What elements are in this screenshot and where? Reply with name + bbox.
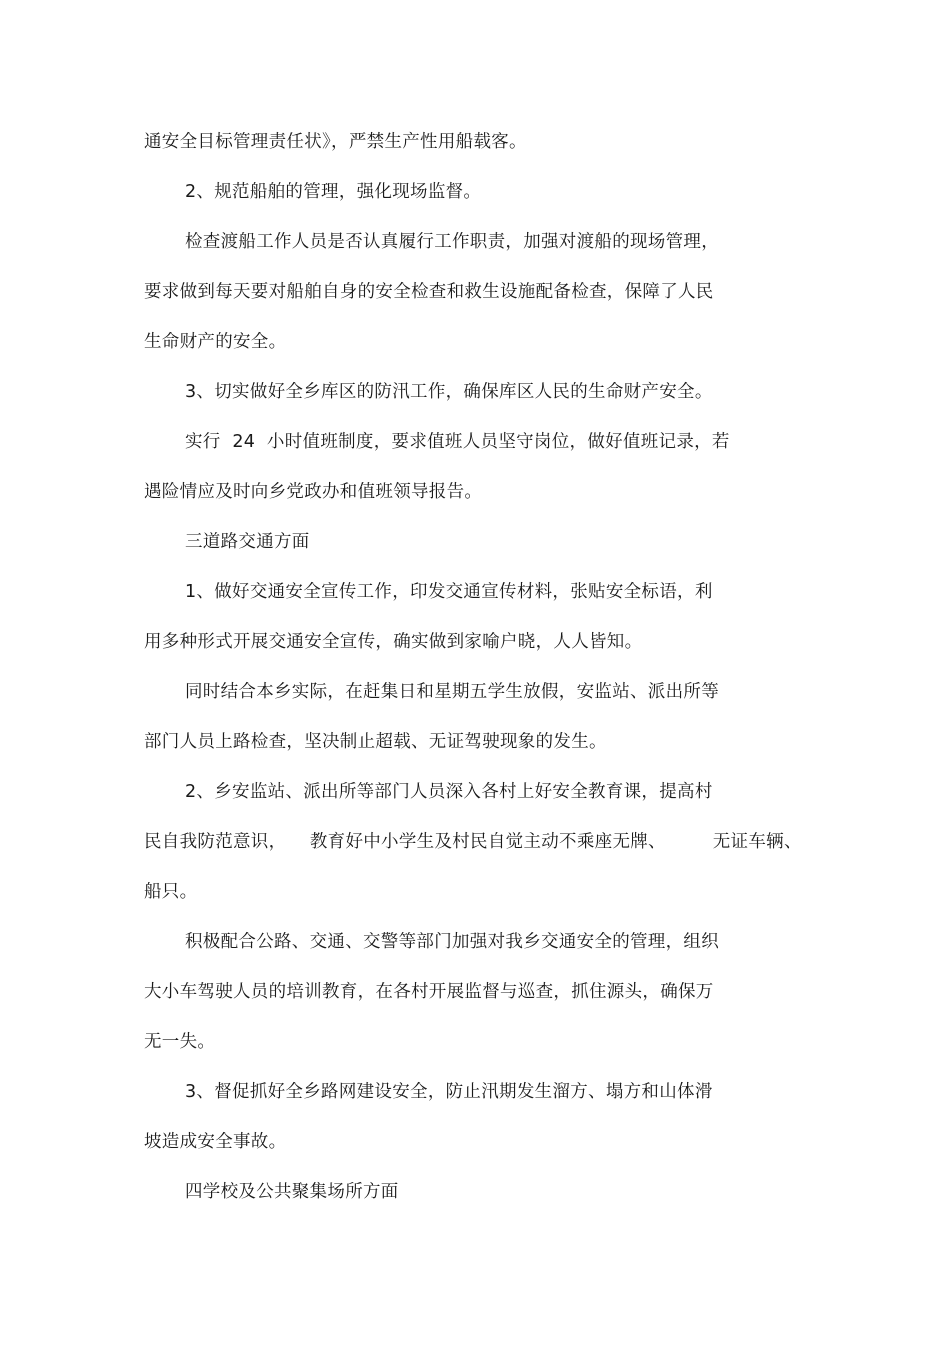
section-heading-road-traffic: 三道路交通方面 — [185, 532, 310, 552]
text-line-18: 大小车驾驶人员的培训教育，在各村开展监督与巡查，抓住源头，确保万 — [144, 982, 714, 1002]
section-heading-schools: 四学校及公共聚集场所方面 — [185, 1182, 399, 1202]
text-line-17: 积极配合公路、交通、交警等部门加强对我乡交通安全的管理，组织 — [185, 932, 719, 952]
text-line-4: 要求做到每天要对船舶自身的安全检查和救生设施配备检查，保障了人民 — [144, 282, 714, 302]
text-line-2: 2、规范船舶的管理，强化现场监督。 — [185, 182, 482, 202]
text-line-7: 实行 24 小时值班制度，要求值班人员坚守岗位，做好值班记录，若 — [185, 432, 730, 452]
text-line-3: 检查渡船工作人员是否认真履行工作职责，加强对渡船的现场管理， — [185, 232, 719, 252]
text-line-10: 1、做好交通安全宣传工作，印发交通宣传材料，张贴安全标语，利 — [185, 582, 713, 602]
text-line-13: 部门人员上路检查，坚决制止超载、无证驾驶现象的发生。 — [144, 732, 607, 752]
text-line-5: 生命财产的安全。 — [144, 332, 287, 352]
text-line-8: 遇险情应及时向乡党政办和值班领导报告。 — [144, 482, 483, 502]
text-line-1: 通安全目标管理责任状》，严禁生产性用船载客。 — [144, 132, 527, 152]
text-line-15: 民自我防范意识， 教育好中小学生及村民自觉主动不乘座无牌、 无证车辆、 — [144, 832, 802, 852]
text-line-6: 3、切实做好全乡库区的防汛工作，确保库区人民的生命财产安全。 — [185, 382, 713, 402]
text-line-21: 坡造成安全事故。 — [144, 1132, 287, 1152]
text-line-11: 用多种形式开展交通安全宣传，确实做到家喻户晓，人人皆知。 — [144, 632, 643, 652]
text-line-14: 2、乡安监站、派出所等部门人员深入各村上好安全教育课，提高村 — [185, 782, 713, 802]
text-line-16: 船只。 — [144, 882, 198, 902]
text-line-20: 3、督促抓好全乡路网建设安全，防止汛期发生溜方、塌方和山体滑 — [185, 1082, 713, 1102]
text-line-12: 同时结合本乡实际，在赶集日和星期五学生放假，安监站、派出所等 — [185, 682, 719, 702]
text-line-19: 无一失。 — [144, 1032, 216, 1052]
